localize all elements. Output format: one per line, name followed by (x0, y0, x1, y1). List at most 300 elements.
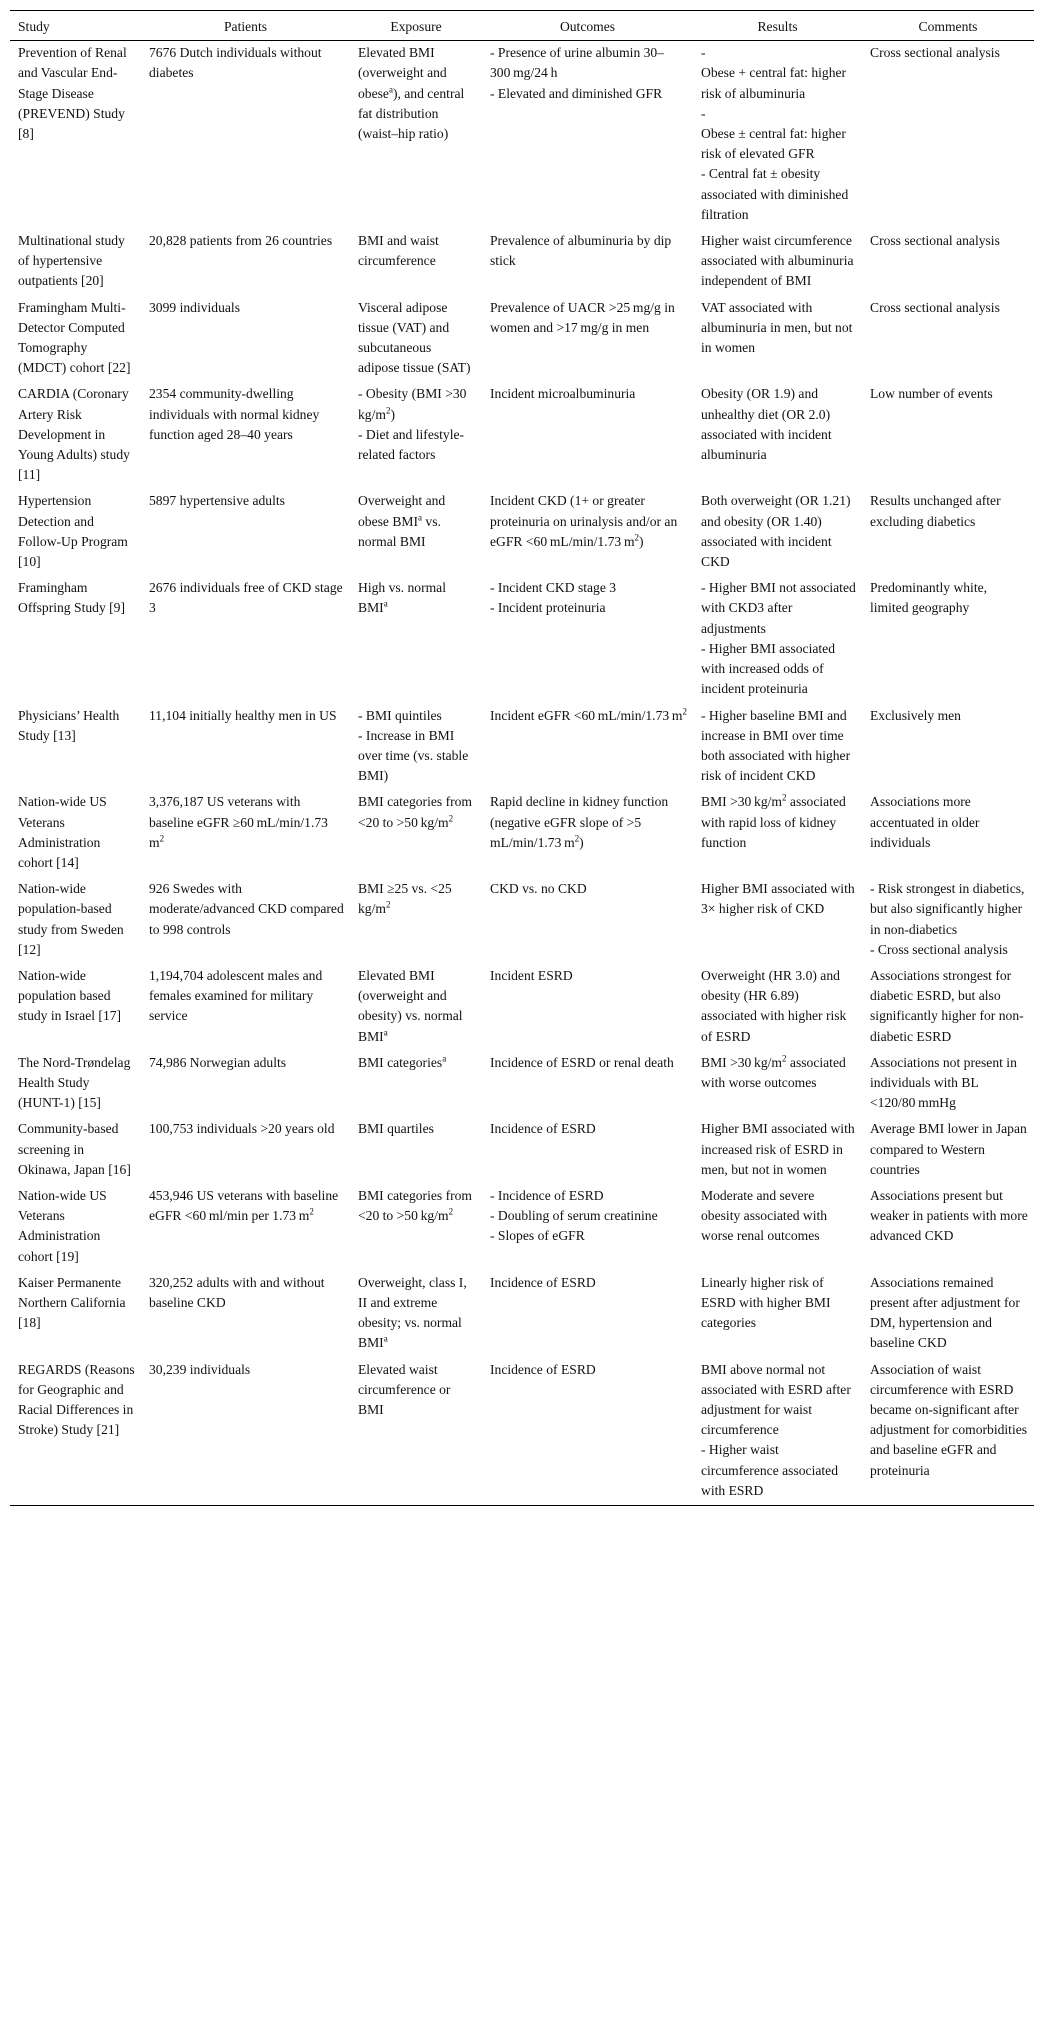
patients-cell (141, 1271, 350, 1358)
cell-line (870, 706, 1028, 726)
cell-text: Incident CKD (1+ or greater proteinuria on urinalysis and/or an eGFR <60 mL/min/1.73 m (490, 493, 678, 549)
cell-text: - Central fat ± obesity associated with diminished filtration (701, 166, 849, 222)
superscript: a (388, 84, 393, 95)
cell-text: - BMI quintiles (358, 707, 442, 723)
cell-line (701, 792, 856, 853)
cell-text: - Higher BMI not associated with CKD3 after adjustments (701, 580, 856, 636)
cell-text: - Doubling of serum creatinine (490, 1208, 658, 1224)
cell-line (149, 1053, 344, 1073)
patients-cell (141, 877, 350, 964)
cell-text: Cross sectional analysis (870, 45, 1000, 61)
cell-line (701, 104, 856, 124)
header-row (10, 11, 1034, 41)
cell-text: Visceral adipose tissue (VAT) and subcutaneous adipose tissue (SAT) (358, 299, 471, 376)
cell-line (701, 164, 856, 225)
column-header-outcomes: Outcomes (482, 11, 693, 41)
cell-text: Higher BMI associated with 3× higher risk of CKD (701, 881, 855, 917)
exposure-cell (350, 704, 482, 791)
outcomes-cell (482, 41, 693, 229)
cell-text: Nation-wide US Veterans Administration cohort [14] (18, 794, 107, 870)
cell-line (701, 231, 856, 292)
superscript: 2 (159, 833, 165, 844)
cell-text: - Obesity (BMI >30 kg/m (358, 386, 470, 422)
cell-text: Elevated waist circumference or BMI (358, 1361, 451, 1417)
cell-line (18, 792, 135, 873)
superscript: 2 (448, 812, 454, 823)
cell-text: BMI categories from <20 to >50 kg/m (358, 794, 473, 830)
cell-line (490, 598, 687, 618)
cell-text: Overweight (HR 3.0) and obesity (HR 6.89) associated with higher risk of ESRD (701, 967, 847, 1044)
cell-text: Associations remained present after adjustment for DM, hypertension and baseline CKD (870, 1274, 1020, 1351)
column-header-patients: Patients (141, 11, 350, 41)
cell-text: Multinational study of hypertensive outpatients [20] (18, 233, 125, 289)
cell-text: Framingham Offspring Study [9] (18, 580, 125, 616)
cell-text: 453,946 US veterans with baseline eGFR <60 ml/min per 1.73 m (149, 1187, 339, 1224)
exposure-cell (350, 1184, 482, 1271)
table-row (10, 1184, 1034, 1271)
cell-text: Associations strongest for diabetic ESRD, but also significantly higher for non-diabetic ESRD (870, 967, 1024, 1044)
table-row (10, 489, 1034, 576)
study-cell (10, 41, 141, 229)
cell-line (701, 966, 856, 1047)
cell-line (701, 578, 856, 639)
cell-text: Overweight and obese BMI (358, 493, 446, 529)
cell-line (490, 966, 687, 986)
superscript: 2 (309, 1206, 314, 1217)
cell-text: 100,753 individuals >20 years old (149, 1121, 335, 1137)
cell-line (358, 1119, 476, 1139)
cell-text: - Presence of urine albumin 30–300 mg/24 h (490, 45, 665, 81)
cell-line (870, 1360, 1028, 1481)
cell-line (870, 578, 1028, 618)
cell-text: Elevated BMI (overweight and obesity) vs. normal BMI (358, 967, 463, 1044)
superscript: 2 (634, 532, 640, 543)
cell-text: Cross sectional analysis (870, 233, 1000, 249)
results-cell (693, 41, 862, 229)
cell-text: 3099 individuals (149, 299, 241, 315)
cell-line (490, 298, 687, 338)
cell-line (870, 1119, 1028, 1180)
cell-line (701, 1186, 856, 1247)
results-cell (693, 1117, 862, 1184)
table-row (10, 790, 1034, 877)
cell-text: Overweight, class I, II and extreme obesity; vs. normal BMI (358, 1274, 467, 1351)
exposure-cell (350, 296, 482, 383)
cell-line (149, 1119, 344, 1139)
comments-cell (862, 790, 1034, 877)
cell-text: Prevention of Renal and Vascular End-Stage Disease (PREVEND) Study [8] (18, 45, 127, 142)
cell-line (490, 231, 687, 271)
patients-cell (141, 489, 350, 576)
cell-line (358, 578, 476, 618)
cell-text: Nation-wide US Veterans Administration cohort [19] (18, 1187, 107, 1264)
cell-line (149, 384, 344, 445)
cell-line (18, 1360, 135, 1441)
study-cell (10, 489, 141, 576)
superscript: 2 (782, 792, 787, 803)
cell-text: BMI >30 kg/m (701, 1054, 783, 1070)
patients-cell (141, 41, 350, 229)
table-row (10, 229, 1034, 296)
cell-line (18, 43, 135, 144)
exposure-cell (350, 576, 482, 703)
cell-text: The Nord-Trøndelag Health Study (HUNT-1) [15] (18, 1054, 131, 1111)
cell-line (870, 491, 1028, 531)
table-body (10, 41, 1034, 1506)
cell-text: Incidence of ESRD (490, 1361, 596, 1377)
cell-text: Incident eGFR <60 mL/min/1.73 m (490, 707, 683, 723)
cell-text: BMI quartiles (358, 1121, 434, 1137)
cell-line (18, 491, 135, 572)
cell-line (149, 1186, 344, 1226)
results-cell (693, 576, 862, 703)
superscript: a (383, 598, 388, 609)
study-cell (10, 704, 141, 791)
cell-text: Both overweight (OR 1.21) and obesity (OR 1.40) associated with incident CKD (701, 493, 851, 570)
cell-line (701, 43, 856, 63)
cell-text: Hypertension Detection and Follow-Up Program [10] (18, 493, 128, 570)
exposure-cell (350, 964, 482, 1051)
cell-text: 926 Swedes with moderate/advanced CKD compared to 998 controls (149, 881, 344, 937)
cell-line (701, 63, 856, 103)
cell-line (490, 384, 687, 404)
cell-line (149, 231, 344, 251)
superscript: 2 (385, 405, 391, 416)
cell-text: BMI above normal not associated with ESRD after adjustment for waist circumference (701, 1361, 851, 1438)
cell-line (490, 491, 687, 552)
exposure-cell (350, 489, 482, 576)
table-row (10, 964, 1034, 1051)
patients-cell (141, 704, 350, 791)
superscript: 2 (782, 1053, 787, 1064)
outcomes-cell (482, 296, 693, 383)
cell-line (149, 491, 344, 511)
cell-text: High vs. normal BMI (358, 580, 446, 616)
cell-text: BMI >30 kg/m (701, 794, 783, 810)
column-header-exposure: Exposure (350, 11, 482, 41)
cell-text: Nation-wide population-based study from Sweden [12] (18, 881, 124, 957)
table-row (10, 296, 1034, 383)
cell-text: Associations not present in individuals with BL <120/80 mmHg (870, 1054, 1017, 1111)
cell-text: - Cross sectional analysis (870, 941, 1008, 957)
exposure-cell (350, 790, 482, 877)
cell-line (149, 966, 344, 1027)
outcomes-cell (482, 229, 693, 296)
cell-line (701, 1360, 856, 1441)
cell-text: Obesity (OR 1.9) and unhealthy diet (OR 2.0) associated with incident albuminuria (701, 386, 832, 463)
cell-text: Moderate and severe obesity associated with worse renal outcomes (701, 1187, 828, 1244)
cell-text: Association of waist circumference with ESRD became on-significant after adjustment for comorbidities and baseline eGFR and proteinuria (870, 1361, 1028, 1478)
exposure-cell (350, 877, 482, 964)
outcomes-cell (482, 382, 693, 489)
patients-cell (141, 229, 350, 296)
cell-line (18, 706, 135, 746)
cell-line (701, 1273, 856, 1334)
results-cell (693, 1358, 862, 1506)
cell-text: Obese + central fat: higher risk of albuminuria (701, 65, 847, 101)
cell-text: ) (390, 406, 395, 422)
cell-text: Incident ESRD (490, 967, 573, 983)
column-header-results: Results (693, 11, 862, 41)
cell-text: - Increase in BMI over time (vs. stable BMI) (358, 727, 469, 784)
comments-cell (862, 1358, 1034, 1506)
results-cell (693, 964, 862, 1051)
cell-text: - (701, 45, 706, 61)
results-cell (693, 790, 862, 877)
outcomes-cell (482, 1184, 693, 1271)
cell-line (490, 1360, 687, 1380)
study-cell (10, 229, 141, 296)
table-row (10, 576, 1034, 703)
cell-text: BMI categories (358, 1054, 443, 1070)
exposure-cell (350, 229, 482, 296)
exposure-cell (350, 1358, 482, 1506)
comments-cell (862, 229, 1034, 296)
cell-line (870, 384, 1028, 404)
obesity-ckd-studies-table (10, 10, 1034, 1506)
results-cell (693, 296, 862, 383)
patients-cell (141, 1358, 350, 1506)
cell-text: Results unchanged after excluding diabetics (870, 493, 1001, 529)
cell-text: Nation-wide population based study in Israel [17] (18, 967, 122, 1024)
cell-line (18, 966, 135, 1027)
outcomes-cell (482, 576, 693, 703)
cell-line (701, 1053, 856, 1093)
cell-line (149, 43, 344, 83)
cell-text: Cross sectional analysis (870, 299, 1000, 315)
cell-line (18, 1119, 135, 1180)
cell-line (870, 1186, 1028, 1247)
superscript: 2 (385, 899, 391, 910)
patients-cell (141, 1051, 350, 1118)
cell-line (149, 706, 344, 726)
cell-line (358, 43, 476, 144)
cell-text: 5897 hypertensive adults (149, 493, 285, 509)
cell-text: 74,986 Norwegian adults (149, 1054, 287, 1070)
cell-text: associated with rapid loss of kidney function (701, 794, 846, 850)
cell-line (701, 706, 856, 787)
cell-line (701, 491, 856, 572)
column-header-comments: Comments (862, 11, 1034, 41)
outcomes-cell (482, 790, 693, 877)
cell-text: Higher BMI associated with increased risk of ESRD in men, but not in women (701, 1121, 855, 1177)
cell-line (358, 879, 476, 919)
cell-text: - (701, 105, 706, 121)
study-cell (10, 1117, 141, 1184)
superscript: 2 (574, 833, 580, 844)
results-cell (693, 1184, 862, 1271)
cell-line (490, 1186, 687, 1206)
outcomes-cell (482, 489, 693, 576)
cell-line (870, 966, 1028, 1047)
cell-text: Framingham Multi-Detector Computed Tomography (MDCT) cohort [22] (18, 299, 131, 376)
cell-line (358, 384, 476, 424)
comments-cell (862, 877, 1034, 964)
table-header (10, 11, 1034, 41)
cell-line (18, 1053, 135, 1114)
cell-text: - Higher baseline BMI and increase in BMI over time both associated with higher risk of incident CKD (701, 707, 851, 784)
comments-cell (862, 964, 1034, 1051)
cell-line (870, 231, 1028, 251)
cell-line (358, 1273, 476, 1354)
patients-cell (141, 1117, 350, 1184)
cell-text: Incidence of ESRD (490, 1274, 596, 1290)
cell-text: 320,252 adults with and without baseline CKD (149, 1274, 325, 1310)
cell-text: - Incident proteinuria (490, 600, 606, 616)
table-row (10, 877, 1034, 964)
cell-line (358, 966, 476, 1047)
cell-text: - Risk strongest in diabetics, but also significantly higher in non-diabetics (870, 881, 1025, 937)
study-cell (10, 576, 141, 703)
cell-line (18, 879, 135, 960)
cell-text: 3,376,187 US veterans with baseline eGFR ≥60 mL/min/1.73 m (149, 794, 331, 850)
cell-line (490, 1273, 687, 1293)
cell-text: Incidence of ESRD or renal death (490, 1054, 674, 1070)
results-cell (693, 489, 862, 576)
exposure-cell (350, 382, 482, 489)
superscript: a (383, 1027, 388, 1038)
patients-cell (141, 382, 350, 489)
cell-text: ) (579, 834, 584, 850)
comments-cell (862, 1117, 1034, 1184)
study-cell (10, 296, 141, 383)
cell-line (490, 1053, 687, 1073)
cell-text: Kaiser Permanente Northern California [18] (18, 1274, 126, 1331)
cell-text: 11,104 initially healthy men in US (149, 707, 337, 723)
cell-text: BMI categories from <20 to >50 kg/m (358, 1187, 473, 1224)
cell-text: - Elevated and diminished GFR (490, 85, 663, 101)
outcomes-cell (482, 1051, 693, 1118)
cell-line (490, 1206, 687, 1226)
cell-line (149, 1273, 344, 1313)
cell-line (701, 1119, 856, 1180)
cell-text: Associations present but weaker in patients with more advanced CKD (870, 1187, 1028, 1244)
cell-line (18, 384, 135, 485)
cell-line (870, 298, 1028, 318)
cell-line (149, 1360, 344, 1380)
comments-cell (862, 382, 1034, 489)
cell-text: BMI ≥25 vs. <25 kg/m (358, 881, 455, 917)
results-cell (693, 1051, 862, 1118)
study-cell (10, 1184, 141, 1271)
outcomes-cell (482, 1358, 693, 1506)
outcomes-cell (482, 1271, 693, 1358)
cell-text: Average BMI lower in Japan compared to Western countries (870, 1121, 1027, 1177)
comments-cell (862, 576, 1034, 703)
superscript: 2 (682, 705, 687, 716)
cell-text: - Diet and lifestyle-related factors (358, 426, 465, 463)
exposure-cell (350, 41, 482, 229)
results-cell (693, 877, 862, 964)
cell-text: ), and central fat distribution (waist–hip ratio) (358, 85, 465, 142)
cell-line (358, 1360, 476, 1421)
cell-text: Elevated BMI (overweight and obese (358, 45, 447, 101)
cell-text: Low number of events (870, 386, 993, 402)
cell-text: Incidence of ESRD (490, 1121, 596, 1137)
cell-text: Physicians’ Health Study [13] (18, 707, 120, 743)
table-row (10, 1271, 1034, 1358)
outcomes-cell (482, 1117, 693, 1184)
evidence-table-container (10, 10, 1034, 1506)
comments-cell (862, 1051, 1034, 1118)
cell-line (149, 298, 344, 318)
cell-line (358, 706, 476, 726)
cell-text: - Incidence of ESRD (490, 1187, 604, 1203)
cell-text: - Slopes of eGFR (490, 1228, 585, 1244)
cell-line (490, 84, 687, 104)
cell-text: 1,194,704 adolescent males and females examined for military service (149, 967, 323, 1024)
cell-text: - Higher waist circumference associated with ESRD (701, 1442, 838, 1498)
cell-text: 20,828 patients from 26 countries (149, 233, 333, 249)
cell-line (701, 298, 856, 359)
cell-line (490, 1119, 687, 1139)
superscript: 2 (448, 1206, 454, 1217)
superscript: a (442, 1053, 447, 1064)
results-cell (693, 382, 862, 489)
patients-cell (141, 790, 350, 877)
cell-text: associated with worse outcomes (701, 1054, 846, 1090)
table-row (10, 382, 1034, 489)
table-row (10, 704, 1034, 791)
cell-line (490, 706, 687, 726)
cell-text: - Higher BMI associated with increased odds of incident proteinuria (701, 640, 836, 697)
cell-line (358, 298, 476, 379)
comments-cell (862, 1271, 1034, 1358)
cell-text: Prevalence of UACR >25 mg/g in women and >17 mg/g in men (490, 299, 675, 335)
study-cell (10, 1358, 141, 1506)
cell-line (18, 578, 135, 618)
cell-text: CKD vs. no CKD (490, 881, 587, 897)
cell-text: 2354 community-dwelling individuals with normal kidney function aged 28–40 years (149, 386, 320, 442)
table-row (10, 1358, 1034, 1506)
comments-cell (862, 704, 1034, 791)
cell-line (870, 940, 1028, 960)
outcomes-cell (482, 964, 693, 1051)
cell-text: Incident microalbuminuria (490, 386, 636, 402)
cell-line (701, 384, 856, 465)
comments-cell (862, 1184, 1034, 1271)
cell-line (701, 639, 856, 700)
cell-line (870, 879, 1028, 940)
table-row (10, 41, 1034, 229)
cell-line (358, 425, 476, 465)
cell-line (18, 1273, 135, 1334)
cell-text: Higher waist circumference associated with albuminuria independent of BMI (701, 233, 854, 289)
cell-line (18, 231, 135, 292)
cell-line (701, 1440, 856, 1501)
table-row (10, 1051, 1034, 1118)
patients-cell (141, 1184, 350, 1271)
cell-text: 7676 Dutch individuals without diabetes (149, 45, 322, 81)
comments-cell (862, 296, 1034, 383)
cell-text: Rapid decline in kidney function (negative eGFR slope of >5 mL/min/1.73 m (490, 794, 669, 850)
cell-line (870, 43, 1028, 63)
cell-line (870, 792, 1028, 853)
cell-line (18, 298, 135, 379)
column-header-study: Study (10, 11, 141, 41)
study-cell (10, 790, 141, 877)
study-cell (10, 877, 141, 964)
cell-text: Exclusively men (870, 707, 961, 723)
cell-text: Obese ± central fat: higher risk of elevated GFR (701, 126, 846, 162)
cell-line (490, 879, 687, 899)
cell-line (18, 1186, 135, 1267)
exposure-cell (350, 1117, 482, 1184)
results-cell (693, 229, 862, 296)
cell-line (870, 1273, 1028, 1354)
cell-text: REGARDS (Reasons for Geographic and Racial Differences in Stroke) Study [21] (18, 1361, 135, 1438)
cell-text: Linearly higher risk of ESRD with higher BMI categories (701, 1274, 831, 1331)
